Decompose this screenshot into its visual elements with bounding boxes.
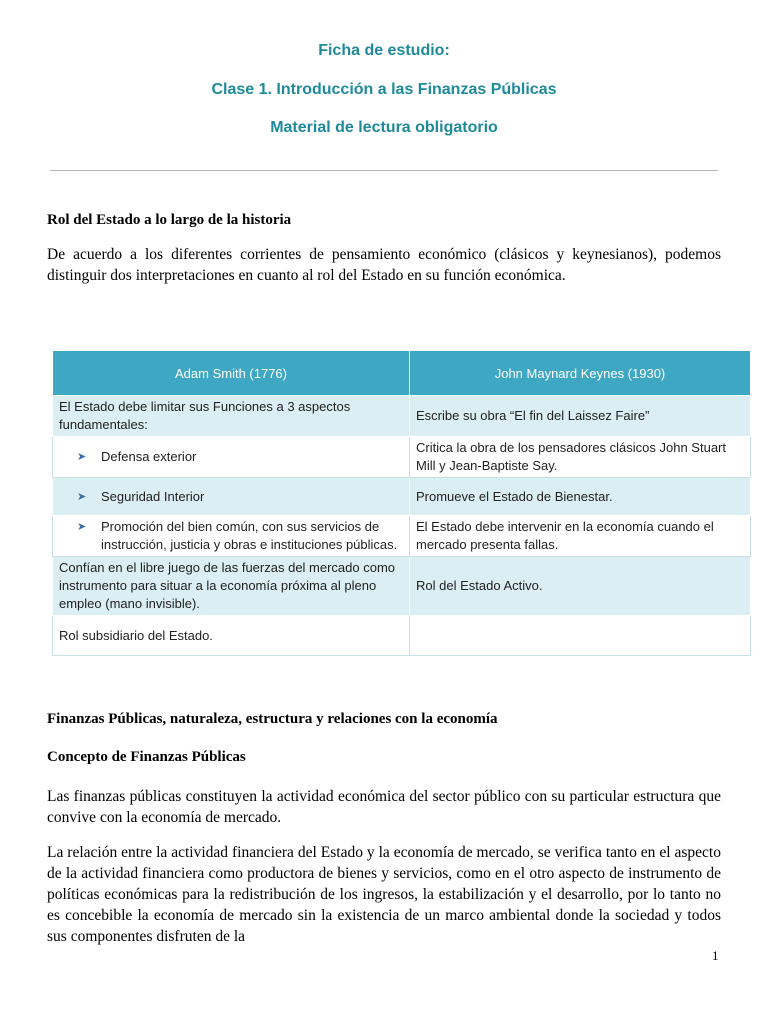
- bullet-text: Seguridad Interior: [101, 488, 205, 504]
- table-cell-right: [410, 616, 751, 656]
- arrow-bullet-icon: ➤: [77, 451, 87, 463]
- table-cell-left: Confían en el libre juego de las fuerzas del mercado como instrumento para situar a la economía próxima al pleno empleo (mano invisible).: [53, 557, 410, 616]
- table-cell-right: Promueve el Estado de Bienestar.: [410, 478, 751, 516]
- table-row: [53, 616, 751, 656]
- bullet-text: Promoción del bien común, con sus servicios de instrucción, justicia y obras e instituciones públicas.: [101, 519, 398, 552]
- section-heading-rol-estado: Rol del Estado a lo largo de la historia: [47, 212, 292, 228]
- table-cell-left: El Estado debe limitar sus Funciones a 3 aspectos fundamentales:: [53, 396, 410, 437]
- table-row: [53, 437, 751, 478]
- page-number: 1: [712, 948, 719, 963]
- table-row: [53, 478, 751, 516]
- material-subtitle: Material de lectura obligatorio: [270, 119, 498, 136]
- table-header-adam-smith: Adam Smith (1776): [53, 351, 410, 396]
- table-cell-right: Rol del Estado Activo.: [410, 557, 751, 616]
- subheading-concepto: Concepto de Finanzas Públicas: [47, 749, 246, 765]
- paragraph-relacion: La relación entre la actividad financiera del Estado y la economía de mercado, se verifica tanto en el aspecto de la actividad financiera como productora de bienes y servicios, como en el otro aspecto de instrumento de políticas económicas para la redistribución de los ingresos, la estabilización y el desarrollo, por lo tanto no es concebible la economía de mercado sin la existencia de un marco ambiental donde la sociedad y todos sus componentes disfruten de la: [47, 844, 721, 945]
- table-cell-left: Rol subsidiario del Estado.: [53, 616, 410, 656]
- arrow-bullet-icon: ➤: [77, 521, 87, 533]
- table-cell-right: Escribe su obra “El fin del Laissez Faire”: [410, 396, 751, 437]
- table-row: [53, 557, 751, 616]
- table-header-row: [53, 351, 751, 396]
- header-divider: [50, 170, 718, 171]
- table-cell-left: [53, 478, 410, 516]
- table-cell-right: El Estado debe intervenir en la economía cuando el mercado presenta fallas.: [410, 516, 751, 557]
- table-row: [53, 396, 751, 437]
- table-cell-left: [53, 437, 410, 478]
- section-heading-finanzas: Finanzas Públicas, naturaleza, estructura y relaciones con la economía: [47, 711, 498, 727]
- table-row: [53, 516, 751, 557]
- bullet-text: Defensa exterior: [101, 449, 197, 464]
- comparison-table: [52, 350, 751, 656]
- class-title: Clase 1. Introducción a las Finanzas Públicas: [211, 81, 557, 98]
- table-header-keynes: John Maynard Keynes (1930): [410, 351, 751, 396]
- table-cell-right: Critica la obra de los pensadores clásicos John Stuart Mill y Jean-Baptiste Say.: [410, 437, 751, 478]
- arrow-bullet-icon: ➤: [77, 490, 87, 503]
- doc-title: Ficha de estudio:: [318, 42, 450, 59]
- section-paragraph-rol-estado: De acuerdo a los diferentes corrientes de pensamiento económico (clásicos y keynesianos), podemos distinguir dos interpretaciones en cuanto al rol del Estado en su función económica.: [47, 246, 721, 284]
- table-cell-left: [53, 516, 410, 557]
- paragraph-concepto: Las finanzas públicas constituyen la actividad económica del sector público con su particular estructura que convive con la economía de mercado.: [47, 788, 721, 826]
